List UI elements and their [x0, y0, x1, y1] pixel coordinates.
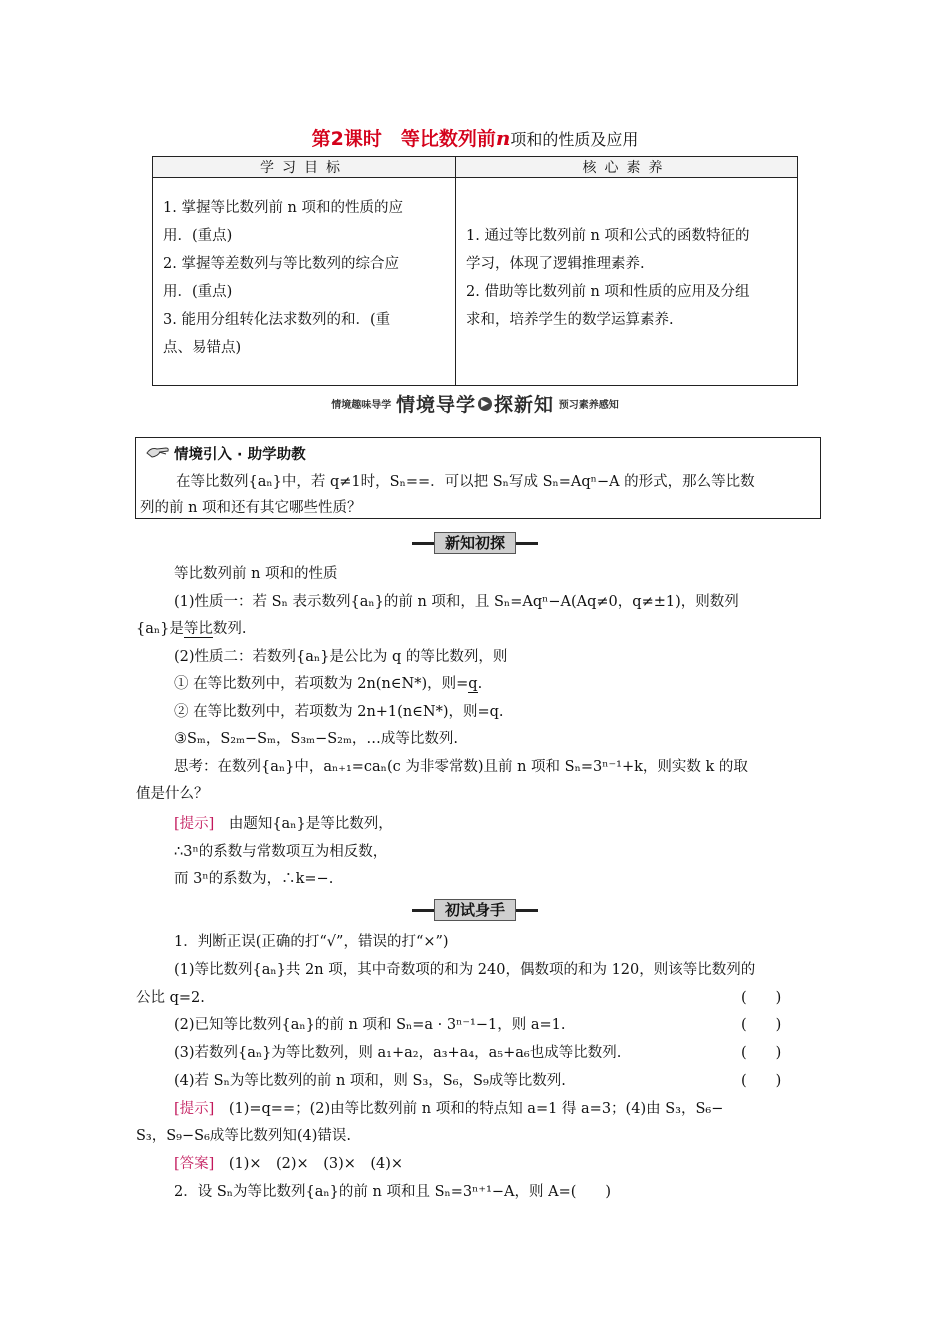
intro-heading: 情境引入 · 助学助教 — [174, 447, 306, 463]
literacy-line: 2. 借助等比数列前 n 项和性质的应用及分组 — [466, 284, 750, 300]
practice-item: 公比 q=2. — [136, 990, 205, 1006]
knowledge-line: (2)性质二：若数列{aₙ}是公比为 q 的等比数列，则 — [174, 649, 508, 665]
knowledge-line — [174, 672, 482, 693]
hint-line — [174, 1097, 723, 1118]
page-title — [0, 124, 950, 151]
knowledge-text: {aₙ}是 — [136, 621, 184, 637]
goal-line: 3. 能用分组转化法求数列的和．(重 — [163, 312, 391, 328]
knowledge-line: ③Sₘ，S₂ₘ−Sₘ，S₃ₘ−S₂ₘ，…成等比数列. — [174, 731, 458, 747]
title-n: n — [495, 126, 511, 150]
intro-line: 列的前 n 项和还有其它哪些性质？ — [140, 500, 362, 516]
section-bar-right — [516, 542, 538, 545]
goals-header-right: 核心素养 — [456, 157, 798, 178]
banner-center-a: 情境导学 — [395, 394, 476, 416]
hint-text: (1)=q==；(2)由等比数列前 n 项和的特点知 a=1 得 a=3；(4)由 S₃，S₆− — [214, 1101, 724, 1117]
hint-tag: [提示] — [174, 1101, 215, 1117]
goal-line: 1. 掌握等比数列前 n 项和的性质的应 — [163, 200, 403, 216]
literacy-line: 1. 通过等比数列前 n 项和公式的函数特征的 — [466, 228, 750, 244]
practice-item: (3)若数列{aₙ}为等比数列，则 a₁+a₂，a₃+a₄，a₅+a₆也成等比数列. — [174, 1045, 622, 1061]
knowledge-line: 而 3ⁿ的系数为，∴k=−. — [174, 871, 334, 887]
knowledge-line: 值是什么？ — [136, 786, 209, 802]
banner-center-b: 探新知 — [494, 394, 555, 416]
intro-box — [135, 437, 821, 519]
practice-question: 1．判断正误(正确的打“√”，错误的打“×”) — [174, 934, 449, 950]
section-banner — [0, 390, 950, 417]
goal-line: 2. 掌握等差数列与等比数列的综合应 — [163, 256, 399, 272]
knowledge-fill-blank: q — [468, 676, 478, 692]
answer-blank: ( ) — [741, 1017, 782, 1033]
intro-line: 在等比数列{aₙ}中，若 q≠1时，Sₙ==．可以把 Sₙ写成 Sₙ=Aqⁿ−A 的形式，那么等比数 — [176, 474, 755, 490]
banner-right: 预习素养感知 — [558, 400, 619, 411]
knowledge-line — [136, 617, 246, 638]
knowledge-line: ∴3ⁿ的系数与常数项互为相反数， — [174, 844, 388, 860]
knowledge-text: 数列. — [212, 621, 247, 637]
practice-item: (4)若 Sₙ为等比数列的前 n 项和，则 S₃，S₆，S₉成等比数列. — [174, 1073, 566, 1089]
goals-left-cell — [153, 178, 456, 386]
banner-left: 情境趣味导学 — [331, 400, 392, 411]
answer-line — [174, 1152, 403, 1173]
section-bar-left — [412, 909, 434, 912]
answer-blank: ( ) — [741, 990, 782, 1006]
knowledge-line: ② 在等比数列中，若项数为 2n+1(n∈N*)，则=q. — [174, 704, 504, 720]
knowledge-line: 等比数列前 n 项和的性质 — [174, 566, 338, 582]
hint-line — [174, 812, 393, 833]
knowledge-text: ① 在等比数列中，若项数为 2n(n∈N*)，则= — [174, 676, 469, 692]
goals-table — [152, 156, 798, 386]
section-bar-right — [516, 909, 538, 912]
goal-line: 用．(重点) — [163, 228, 233, 244]
knowledge-text: . — [477, 676, 483, 692]
practice-question: 2．设 Sₙ为等比数列{aₙ}的前 n 项和且 Sₙ=3ⁿ⁺¹−A，则 A=( ) — [174, 1184, 612, 1200]
section-label: 初试身手 — [434, 899, 516, 921]
section-first-try — [0, 899, 950, 921]
hint-tag: [提示] — [174, 816, 215, 832]
knowledge-fill-blank: 等比 — [183, 621, 213, 637]
section-label: 新知初探 — [434, 532, 516, 554]
arrow-right-icon: ▶ — [478, 397, 492, 411]
answer-blank: ( ) — [741, 1073, 782, 1089]
goals-header-left: 学习目标 — [153, 157, 456, 178]
answer-tag: [答案] — [174, 1156, 215, 1172]
knowledge-line: (1)性质一：若 Sₙ 表示数列{aₙ}的前 n 项和，且 Sₙ=Aqⁿ−A(Aq≠0，q≠±1)，则数列 — [174, 594, 739, 610]
helping-hand-icon — [146, 444, 170, 459]
hint-text: 由题知{aₙ}是等比数列， — [214, 816, 393, 832]
answer-blank: ( ) — [741, 1045, 782, 1061]
goal-line: 点、易错点) — [163, 340, 242, 356]
hint-line: S₃，S₉−S₆成等比数列知(4)错误. — [136, 1128, 352, 1144]
answer-text: (1)× (2)× (3)× (4)× — [214, 1156, 404, 1172]
intro-body — [136, 469, 820, 521]
section-new-knowledge — [0, 532, 950, 554]
section-bar-left — [412, 542, 434, 545]
literacy-line: 求和，培养学生的数学运算素养. — [466, 312, 674, 328]
title-main: 第2课时 等比数列前 — [311, 128, 496, 150]
title-sub: 项和的性质及应用 — [510, 130, 639, 149]
goal-line: 用．(重点) — [163, 284, 233, 300]
practice-item: (2)已知等比数列{aₙ}的前 n 项和 Sₙ=a · 3ⁿ⁻¹−1，则 a=1. — [174, 1017, 566, 1033]
knowledge-line: 思考：在数列{aₙ}中，aₙ₊₁=caₙ(c 为非零常数)且前 n 项和 Sₙ=3ⁿ⁻¹+k，则实数 k 的取 — [174, 759, 748, 775]
literacy-line: 学习，体现了逻辑推理素养. — [466, 256, 645, 272]
goals-right-cell — [456, 178, 798, 386]
practice-item: (1)等比数列{aₙ}共 2n 项，其中奇数项的和为 240，偶数项的和为 120，则该等比数列的 — [174, 962, 756, 978]
